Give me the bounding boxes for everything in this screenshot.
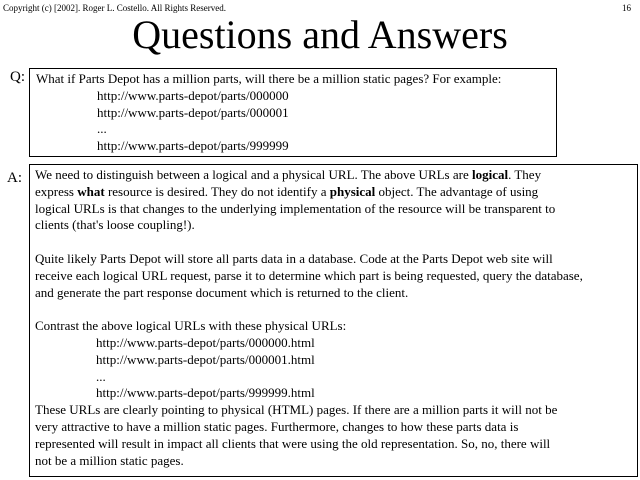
question-url-2: http://www.parts-depot/parts/000001	[97, 104, 289, 120]
emphasis-what: what	[77, 183, 105, 199]
emphasis-logical: logical	[471, 167, 509, 182]
emphasis-physical: physical	[329, 183, 376, 199]
physical-url-2: http://www.parts-depot/parts/000001.html	[96, 351, 315, 367]
answer-p3-intro: Contrast the above logical URLs with these physical URLs:	[35, 318, 347, 334]
answer-p4-line2: very attractive to have a million static pages. Furthermore, changes to how these parts data is	[35, 418, 519, 434]
answer-label: A:	[7, 170, 22, 186]
answer-p2-line2: receive each logical URL request, parse it to determine which part is being requested, query the database,	[35, 267, 583, 283]
physical-url-ellipsis: ...	[96, 368, 106, 384]
physical-url-3: http://www.parts-depot/parts/999999.html	[96, 385, 315, 401]
question-box	[29, 68, 557, 157]
answer-p4-line3: represented will result in impact all clients that were using the old representation. So, no, there will	[35, 435, 551, 451]
question-text: What if Parts Depot has a million parts, will there be a million static pages? For example:	[36, 71, 502, 86]
page-number: 16	[622, 3, 631, 13]
answer-p1-line4: clients (that's loose coupling!).	[35, 217, 195, 233]
question-url-ellipsis: ...	[97, 121, 107, 137]
answer-box	[29, 164, 638, 477]
question-label: Q:	[10, 69, 25, 85]
question-url-3: http://www.parts-depot/parts/999999	[97, 138, 289, 154]
answer-p1-line3: logical URLs is that changes to the underlying implementation of the resource will be transparent to	[35, 200, 556, 216]
answer-p4-line1: These URLs are clearly pointing to physical (HTML) pages. If there are a million parts it will not be	[35, 402, 558, 418]
physical-url-1: http://www.parts-depot/parts/000000.html	[96, 334, 315, 350]
answer-p1-line1: We need to distinguish between a logical and a physical URL. The above URLs are logical. They	[35, 167, 542, 182]
question-url-1: http://www.parts-depot/parts/000000	[97, 87, 289, 103]
answer-p2-line1: Quite likely Parts Depot will store all parts data in a database. Code at the Parts Depot web site will	[35, 250, 553, 266]
answer-p4-line4: not be a million static pages.	[35, 452, 184, 468]
answer-p2-line3: and generate the part response document which is returned to the client.	[35, 284, 409, 300]
copyright-notice: Copyright (c) [2002]. Roger L. Costello. All Rights Reserved.	[3, 3, 226, 13]
answer-p1-line2: express what resource is desired. They do not identify a physical object. The advantage of using	[35, 183, 539, 199]
page-title: Questions and Answers	[132, 12, 508, 57]
